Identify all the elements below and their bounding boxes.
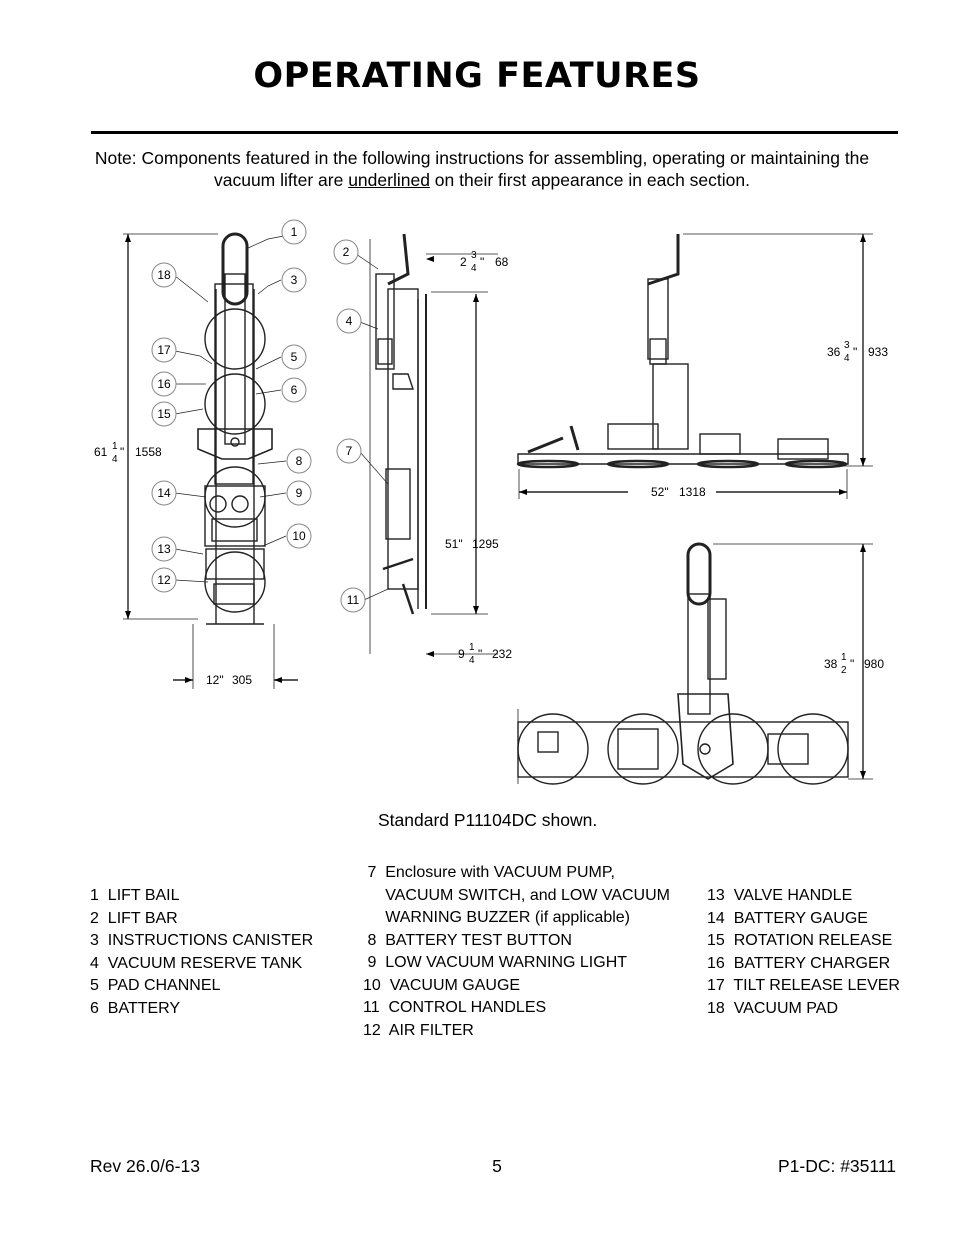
dim-tilt-height-mm: 933: [868, 345, 889, 359]
callout-18: [152, 263, 176, 287]
svg-text:3: 3: [471, 250, 477, 261]
dim-front-width: 12": [206, 673, 224, 687]
note-text-before: Note: Components featured in the following instructions for assembling, operating or maintaining the vacuum lifter are: [94, 148, 870, 190]
callout-16: [152, 372, 176, 396]
dim-tilt-length-mm: 1318: [679, 485, 706, 499]
svg-text:8: 8: [295, 454, 303, 468]
title-divider: [91, 131, 898, 134]
callout-1: [282, 220, 306, 244]
legend-item: 15 ROTATION RELEASE: [707, 932, 893, 949]
dim-front-width-mm: 305: [232, 673, 253, 687]
svg-text:": ": [120, 445, 125, 459]
page-title: OPERATING FEATURES: [253, 56, 701, 96]
callout-7: [337, 439, 361, 463]
callout-13: [152, 537, 176, 561]
legend-column-2: [363, 862, 670, 1042]
svg-text:": ": [853, 345, 858, 359]
tilted-view: [518, 234, 873, 499]
callout-11: [341, 588, 365, 612]
callout-14: [152, 481, 176, 505]
svg-text:16: 16: [157, 377, 171, 391]
callout-5: [282, 345, 306, 369]
legend-item: 4 VACUUM RESERVE TANK: [90, 954, 303, 972]
legend-item: 8 BATTERY TEST BUTTON: [363, 931, 572, 949]
svg-text:1: 1: [290, 225, 298, 239]
callout-8: [287, 449, 311, 473]
legend-item: 2 LIFT BAR: [90, 909, 178, 927]
dim-side-depth: 9: [458, 647, 465, 661]
dim-side-depth-mm: 232: [492, 647, 513, 661]
svg-text:1: 1: [469, 642, 475, 653]
rotated-view: [518, 544, 873, 784]
legend-item: 6 BATTERY: [90, 999, 181, 1017]
legend-item: 14 BATTERY GAUGE: [707, 909, 868, 927]
note-underlined-word: underlined: [348, 170, 430, 190]
callout-15: [152, 402, 176, 426]
svg-text:3: 3: [290, 273, 298, 287]
legend-item: 1 LIFT BAIL: [90, 887, 180, 904]
svg-text:4: 4: [345, 314, 353, 328]
legend-item: 17 TILT RELEASE LEVER: [707, 977, 900, 994]
dim-bar-offset-mm: 68: [495, 255, 509, 269]
dim-side-height-mm: 1295: [472, 537, 499, 551]
svg-text:7: 7: [345, 444, 353, 458]
svg-text:": ": [850, 657, 855, 671]
callout-9: [287, 481, 311, 505]
dim-tilt-height: 36: [827, 345, 841, 359]
svg-text:2: 2: [342, 245, 350, 259]
callout-12: [152, 568, 176, 592]
svg-text:13: 13: [157, 542, 171, 556]
footer-page-number: 5: [492, 1156, 502, 1176]
dim-rot-height: 38: [824, 657, 838, 671]
callout-6: [282, 378, 306, 402]
legend-item: 13 VALVE HANDLE: [707, 887, 853, 904]
svg-text:1: 1: [841, 652, 847, 663]
dimension-labels: [94, 250, 888, 687]
svg-text:12: 12: [157, 573, 171, 587]
svg-text:4: 4: [112, 454, 118, 465]
legend-item: 5 PAD CHANNEL: [90, 977, 221, 994]
svg-text:4: 4: [471, 263, 477, 274]
front-view: [123, 234, 298, 689]
dim-front-height-mm: 1558: [135, 445, 162, 459]
legend-item: 10 VACUUM GAUGE: [363, 976, 521, 994]
intro-note: [90, 147, 874, 191]
callout-2: [334, 240, 358, 264]
callout-3: [282, 268, 306, 292]
svg-text:14: 14: [157, 486, 171, 500]
legend-item: WARNING BUZZER (if applicable): [363, 909, 631, 926]
legend-column-1: [90, 885, 313, 1020]
svg-text:3: 3: [844, 340, 850, 351]
note-text-after: on their first appearance in each section.: [429, 170, 750, 190]
callout-10: [287, 524, 311, 548]
dim-side-height: 51": [445, 537, 463, 551]
legend-item: 3 INSTRUCTIONS CANISTER: [90, 932, 314, 949]
svg-text:4: 4: [844, 353, 850, 364]
dim-tilt-length: 52": [651, 485, 669, 499]
svg-text:11: 11: [346, 593, 360, 607]
legend-item: 7 Enclosure with VACUUM PUMP,: [363, 864, 615, 881]
svg-text:4: 4: [469, 655, 475, 666]
legend-column-3: [707, 885, 900, 1020]
legend-item: 11 CONTROL HANDLES: [363, 999, 547, 1016]
svg-text:10: 10: [292, 529, 306, 543]
dim-front-height: 61: [94, 445, 108, 459]
legend-item: 12 AIR FILTER: [363, 1021, 474, 1039]
svg-text:": ": [478, 647, 483, 661]
legend-item: 9 LOW VACUUM WARNING LIGHT: [363, 954, 628, 971]
svg-text:9: 9: [295, 486, 303, 500]
lifter-technical-drawing: [88, 214, 898, 804]
callout-4: [337, 309, 361, 333]
callout-group: [152, 220, 365, 612]
callout-17: [152, 338, 176, 362]
dim-rot-height-mm: 980: [864, 657, 885, 671]
figure-caption: Standard P11104DC shown.: [378, 810, 598, 830]
svg-text:15: 15: [157, 407, 171, 421]
legend-item: 16 BATTERY CHARGER: [707, 954, 891, 972]
svg-text:5: 5: [290, 350, 298, 364]
legend-item: 18 VACUUM PAD: [707, 999, 838, 1017]
svg-text:": ": [480, 255, 485, 269]
svg-text:17: 17: [157, 343, 171, 357]
svg-text:1: 1: [112, 441, 118, 452]
svg-text:2: 2: [841, 665, 847, 676]
footer-document-id: P1-DC: #35111: [777, 1156, 896, 1176]
legend-item: VACUUM SWITCH, and LOW VACUUM: [363, 886, 670, 904]
dim-bar-offset: 2: [460, 255, 467, 269]
svg-text:6: 6: [290, 383, 298, 397]
footer-revision: Rev 26.0/6-13: [90, 1156, 200, 1176]
svg-text:18: 18: [157, 268, 171, 282]
